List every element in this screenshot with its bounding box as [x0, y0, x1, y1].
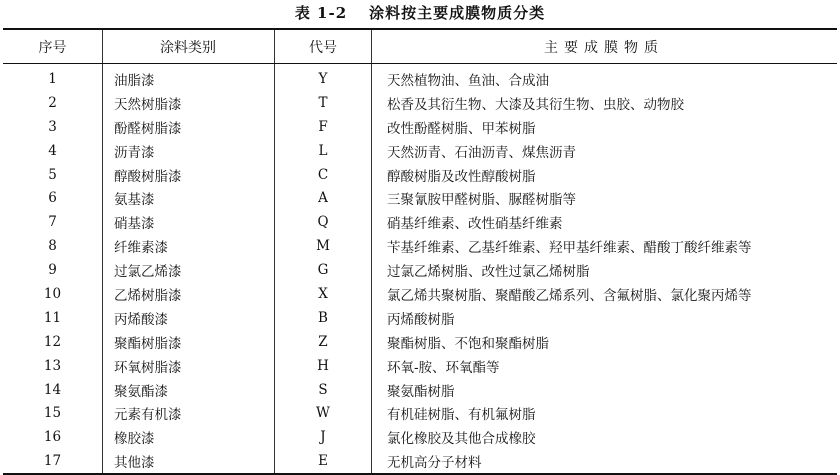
cell-category: 其他漆 [103, 449, 275, 474]
cell-substance: 聚酯树脂、不饱和聚酯树脂 [372, 330, 838, 354]
header-category: 涂料类别 [103, 29, 275, 64]
table-number: 表 1-2 [294, 4, 348, 22]
table-caption [0, 2, 840, 23]
cell-code: Z [275, 330, 372, 354]
cell-category: 醇酸树脂漆 [103, 163, 275, 187]
cell-index: 17 [43, 453, 62, 470]
cell-substance: 三聚氰胺甲醛树脂、脲醛树脂等 [372, 186, 838, 210]
table-body [3, 64, 837, 475]
cell-category: 丙烯酸漆 [103, 306, 275, 330]
cell-category: 乙烯树脂漆 [103, 282, 275, 306]
coating-classification-table [3, 28, 837, 475]
table-title: 涂料按主要成膜物质分类 [369, 4, 546, 22]
table-row [3, 425, 837, 449]
cell-category: 天然树脂漆 [103, 91, 275, 115]
cell-category: 环氧树脂漆 [103, 354, 275, 378]
cell-code: A [275, 186, 372, 210]
cell-index: 8 [48, 238, 57, 255]
cell-index: 10 [43, 285, 62, 302]
table-row [3, 306, 837, 330]
cell-category: 氨基漆 [103, 186, 275, 210]
cell-index: 6 [48, 190, 57, 207]
cell-index: 13 [43, 357, 62, 374]
cell-index: 7 [48, 214, 57, 231]
table-row [3, 91, 837, 115]
cell-index: 5 [48, 166, 57, 183]
cell-substance: 丙烯酸树脂 [372, 306, 838, 330]
cell-code: X [275, 282, 372, 306]
cell-category: 纤维素漆 [103, 234, 275, 258]
cell-index: 14 [43, 381, 62, 398]
table-row [3, 210, 837, 234]
cell-index: 4 [48, 142, 57, 159]
cell-substance: 松香及其衍生物、大漆及其衍生物、虫胶、动物胶 [372, 91, 838, 115]
table-row [3, 449, 837, 474]
cell-substance: 天然植物油、鱼油、合成油 [372, 64, 838, 91]
cell-code: G [275, 258, 372, 282]
cell-code: C [275, 163, 372, 187]
cell-substance: 聚氨酯树脂 [372, 378, 838, 402]
cell-code: E [275, 449, 372, 474]
cell-category: 沥青漆 [103, 139, 275, 163]
header-code: 代号 [275, 29, 372, 64]
cell-index: 2 [48, 94, 57, 111]
table-row [3, 378, 837, 402]
table-row [3, 401, 837, 425]
cell-substance: 过氯乙烯树脂、改性过氯乙烯树脂 [372, 258, 838, 282]
table-row [3, 258, 837, 282]
table-row [3, 139, 837, 163]
cell-code: S [275, 378, 372, 402]
table-row [3, 163, 837, 187]
cell-index: 15 [43, 405, 62, 422]
cell-substance: 环氧-胺、环氧酯等 [372, 354, 838, 378]
cell-index: 12 [43, 333, 62, 350]
cell-substance: 苄基纤维素、乙基纤维素、羟甲基纤维素、醋酸丁酸纤维素等 [372, 234, 838, 258]
cell-category: 聚酯树脂漆 [103, 330, 275, 354]
table-row [3, 282, 837, 306]
table-row [3, 186, 837, 210]
header-substance: 主要成膜物质 [372, 29, 838, 64]
cell-index: 9 [48, 262, 57, 279]
cell-index: 16 [43, 429, 62, 446]
header-row [3, 29, 837, 64]
table-row [3, 115, 837, 139]
cell-substance: 无机高分子材料 [372, 449, 838, 474]
cell-category: 油脂漆 [103, 64, 275, 91]
cell-code: M [275, 234, 372, 258]
cell-index: 1 [48, 70, 57, 87]
cell-code: L [275, 139, 372, 163]
cell-code: T [275, 91, 372, 115]
cell-substance: 改性酚醛树脂、甲苯树脂 [372, 115, 838, 139]
table-row [3, 64, 837, 91]
cell-category: 硝基漆 [103, 210, 275, 234]
cell-code: Q [275, 210, 372, 234]
cell-index: 11 [43, 309, 62, 326]
cell-code: J [275, 425, 372, 449]
header-index: 序号 [3, 29, 103, 64]
cell-substance: 氯化橡胶及其他合成橡胶 [372, 425, 838, 449]
cell-substance: 硝基纤维素、改性硝基纤维素 [372, 210, 838, 234]
cell-category: 元素有机漆 [103, 401, 275, 425]
cell-code: W [275, 401, 372, 425]
cell-code: B [275, 306, 372, 330]
cell-code: H [275, 354, 372, 378]
cell-category: 聚氨酯漆 [103, 378, 275, 402]
table-row [3, 330, 837, 354]
cell-substance: 醇酸树脂及改性醇酸树脂 [372, 163, 838, 187]
cell-category: 橡胶漆 [103, 425, 275, 449]
cell-substance: 天然沥青、石油沥青、煤焦沥青 [372, 139, 838, 163]
table-row [3, 354, 837, 378]
cell-code: F [275, 115, 372, 139]
cell-category: 酚醛树脂漆 [103, 115, 275, 139]
cell-substance: 氯乙烯共聚树脂、聚醋酸乙烯系列、含氟树脂、氯化聚丙烯等 [372, 282, 838, 306]
cell-substance: 有机硅树脂、有机氟树脂 [372, 401, 838, 425]
table-row [3, 234, 837, 258]
cell-index: 3 [48, 118, 57, 135]
cell-code: Y [275, 64, 372, 91]
cell-category: 过氯乙烯漆 [103, 258, 275, 282]
